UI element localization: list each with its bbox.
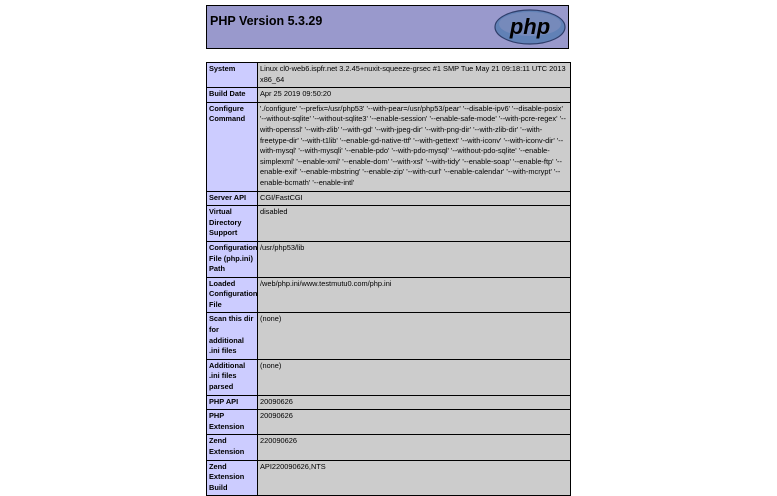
row-key: Virtual Directory Support xyxy=(207,206,258,242)
table-row xyxy=(207,241,571,277)
table-row xyxy=(207,206,571,242)
row-value: (none) xyxy=(258,313,571,359)
row-key: Build Date xyxy=(207,88,258,103)
row-value: disabled xyxy=(258,206,571,242)
row-key: PHP API xyxy=(207,395,258,410)
row-value: /usr/php53/lib xyxy=(258,241,571,277)
row-value: 20090626 xyxy=(258,410,571,435)
row-value: Apr 25 2019 09:50:20 xyxy=(258,88,571,103)
table-row xyxy=(207,435,571,460)
row-key: Zend Extension Build xyxy=(207,460,258,496)
table-row xyxy=(207,410,571,435)
table-row xyxy=(207,191,571,206)
row-key: Zend Extension xyxy=(207,435,258,460)
php-version-header xyxy=(206,5,569,49)
table-row xyxy=(207,359,571,395)
table-row xyxy=(207,277,571,313)
row-value: CGI/FastCGI xyxy=(258,191,571,206)
row-value: /web/php.ini/www.testmutu0.com/php.ini xyxy=(258,277,571,313)
system-info-table xyxy=(206,62,571,496)
table-row xyxy=(207,102,571,191)
table-row xyxy=(207,313,571,359)
table-row xyxy=(207,88,571,103)
row-key: System xyxy=(207,63,258,88)
page-title: PHP Version 5.3.29 xyxy=(210,14,323,28)
php-logo[interactable] xyxy=(494,9,566,45)
row-key: Loaded Configuration File xyxy=(207,277,258,313)
row-key: Additional .ini files parsed xyxy=(207,359,258,395)
row-key: Scan this dir for additional .ini files xyxy=(207,313,258,359)
row-key: Server API xyxy=(207,191,258,206)
row-key: Configure Command xyxy=(207,102,258,191)
table-row xyxy=(207,63,571,88)
row-key: PHP Extension xyxy=(207,410,258,435)
table-row xyxy=(207,460,571,496)
row-key: Configuration File (php.ini) Path xyxy=(207,241,258,277)
row-value: (none) xyxy=(258,359,571,395)
row-value: 220090626 xyxy=(258,435,571,460)
row-value: './configure' '--prefix=/usr/php53' '--with-pear=/usr/php53/pear' '--disable-ipv6' '--disable-posix' '--without-sqlite' '--without-sqlite3' '--enable-session' '--enable-safe-mode' '--with-pcre-regex' '--with-openssl' '--with-zlib' '--with-gd' '--with-jpeg-dir' '--with-png-dir' '--with-zlib-dir' '--with-freetype-dir' '--with-t1lib' '--enable-gd-native-ttf' '--with-gettext' '--with-iconv' '--with-iconv-dir' '--with-mysql' '--with-mysqli' '--enable-pdo' '--with-pdo-mysql' '--without-pdo-sqlite' '--enable-simplexml' '--enable-xml' '--enable-dom' '--with-xsl' '--with-tidy' '--enable-soap' '--enable-ftp' '--enable-exif' '--enable-mbstring' '--enable-zip' '--with-curl' '--enable-calendar' '--with-mcrypt' '--enable-bcmath' '--enable-intl' xyxy=(258,102,571,191)
row-value: 20090626 xyxy=(258,395,571,410)
row-value: API220090626,NTS xyxy=(258,460,571,496)
svg-text:php: php xyxy=(509,14,551,39)
table-row xyxy=(207,395,571,410)
row-value: Linux cl0-web6.ispfr.net 3.2.45+nuxit-squeeze-grsec #1 SMP Tue May 21 09:18:11 UTC 2013 x86_64 xyxy=(258,63,571,88)
